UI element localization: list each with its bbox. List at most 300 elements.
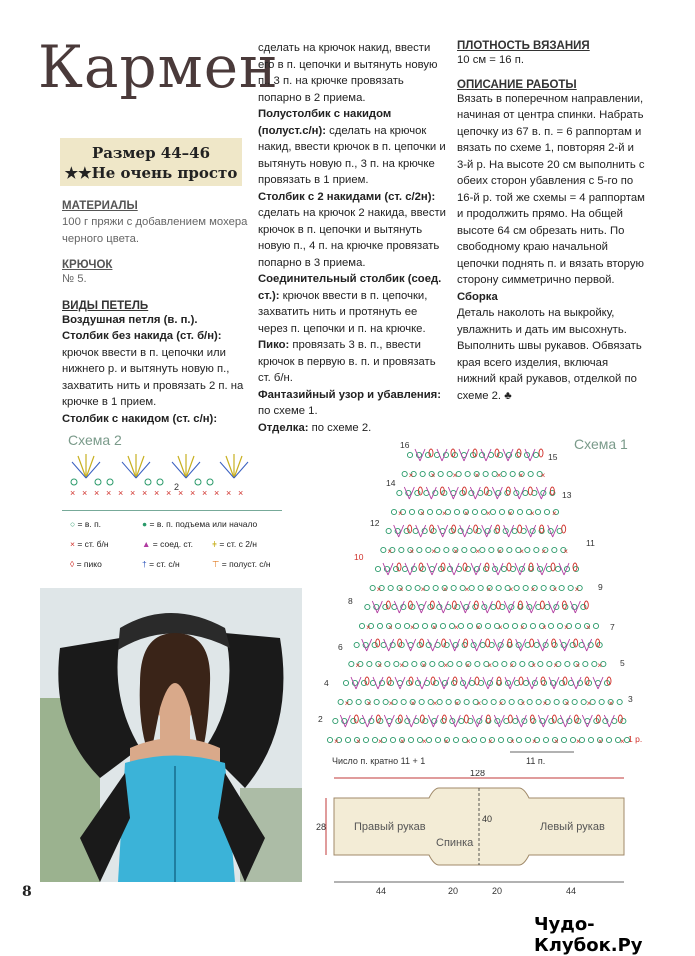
- stitch-item: [258, 387, 446, 420]
- shell-stitch: [405, 563, 415, 575]
- single-crochet: ×: [454, 699, 460, 708]
- svg-text:×: ×: [178, 488, 184, 498]
- chain-stitch: [523, 490, 528, 495]
- stitches-heading: ВИДЫ ПЕТЕЛЬ: [62, 299, 149, 312]
- chain-stitch: [453, 737, 458, 742]
- chain-stitch: [459, 718, 464, 723]
- shell-stitch: [437, 449, 447, 461]
- single-crochet: ×: [464, 509, 469, 518]
- single-crochet: ×: [454, 623, 459, 632]
- repeat-count: 11 п.: [526, 756, 546, 766]
- legend-label: = в. п.: [77, 519, 102, 529]
- legend-symbol: ○: [70, 519, 76, 529]
- chain-stitch: [572, 699, 577, 704]
- chain-stitch: [365, 604, 370, 609]
- chain-stitch: [327, 737, 332, 742]
- assembly-heading: Сборка: [457, 290, 498, 303]
- single-crochet: ×: [452, 471, 458, 480]
- single-crochet: ×: [398, 585, 404, 594]
- chain-stitch: [363, 737, 368, 742]
- chain-stitch: [583, 661, 588, 666]
- single-crochet: ×: [420, 585, 426, 594]
- chain-stitch: [388, 585, 393, 590]
- chain-stitch: [482, 699, 487, 704]
- single-crochet: ×: [598, 737, 603, 746]
- shell-stitch: [504, 601, 514, 613]
- chain-stitch: [419, 699, 424, 704]
- chain-stitch: [528, 471, 533, 476]
- legend-symbol: ◊: [70, 559, 75, 569]
- shell-stitch: [438, 601, 448, 613]
- legend-item: [142, 539, 193, 549]
- chain-stitch: [436, 509, 441, 514]
- legend-item: [70, 519, 101, 529]
- chain-stitch: [503, 623, 508, 628]
- chain-stitch: [433, 585, 438, 590]
- repeat-note: Число п. кратно 11 + 1: [332, 756, 426, 766]
- chain-stitch: [520, 661, 525, 666]
- stitch-term: Столбик с 2 накидами (ст. с/2н):: [258, 190, 436, 203]
- chain-stitch: [454, 509, 459, 514]
- shell-stitch: [406, 715, 416, 727]
- shell-stitch: [426, 487, 436, 499]
- chain-stitch: [356, 699, 361, 704]
- chain-stitch: [446, 699, 451, 704]
- chain-stitch: [565, 661, 570, 666]
- stitch-text-cont: сделать на крючок накид, ввести его в п. цепочки и вытянуть новую п., 3 п. на крючке провязать попарно в 2 приема.: [258, 42, 438, 104]
- schema1-stitch-grid: [327, 449, 629, 746]
- single-crochet: ×: [400, 737, 405, 746]
- stitch-text: сделать на крючок накид, ввести крючок в п. цепочки и вытянуть новую п., 3 п. на крючке провязать в 1 прием.: [258, 124, 446, 186]
- chain-stitch: [448, 661, 453, 666]
- svg-text:×: ×: [118, 488, 124, 498]
- chain-stitch: [438, 471, 443, 476]
- schema2-diagram: [66, 450, 256, 500]
- legend-symbol: ǂ: [212, 539, 217, 549]
- chain-stitch: [509, 699, 514, 704]
- chain-stitch: [536, 699, 541, 704]
- shell-stitch: [505, 677, 515, 689]
- shell-stitch: [472, 715, 482, 727]
- dim-label: 20: [448, 886, 459, 896]
- left-sleeve-label: Правый рукав: [354, 821, 426, 833]
- single-crochet: ×: [410, 699, 416, 708]
- chain-stitch: [559, 585, 564, 590]
- chain-stitch: [480, 642, 485, 647]
- chain-stitch: [548, 623, 553, 628]
- chain-stitch: [512, 623, 517, 628]
- legend-item: [142, 559, 180, 569]
- single-crochet: ×: [444, 737, 449, 746]
- chain-stitch: [381, 547, 386, 552]
- picot-stitch: [508, 715, 512, 723]
- row-label: 5: [620, 658, 625, 668]
- chain-stitch: [513, 718, 518, 723]
- single-crochet: ×: [476, 699, 482, 708]
- single-crochet: ×: [420, 509, 425, 518]
- single-crochet: ×: [334, 737, 339, 746]
- stitch-term: Фантазийный узор и убавления:: [258, 388, 442, 401]
- svg-text:×: ×: [94, 488, 100, 498]
- shell-stitch: [373, 677, 383, 689]
- height-back-label: 40: [482, 814, 493, 824]
- picot-stitch: [528, 487, 532, 495]
- shell-stitch: [459, 449, 469, 461]
- chain-stitch: [502, 661, 507, 666]
- model-photo: [40, 588, 302, 882]
- chain-stitch: [402, 471, 407, 476]
- stitch-item: [62, 411, 248, 428]
- total-width-label: 128: [470, 770, 486, 778]
- shell-stitch: [604, 715, 614, 727]
- row-label: 15: [548, 452, 558, 462]
- chain-stitch: [592, 661, 597, 666]
- single-crochet: ×: [398, 509, 403, 518]
- single-crochet: ×: [532, 737, 537, 746]
- legend-symbol: ●: [142, 519, 148, 529]
- shell-stitch: [384, 715, 394, 727]
- column-3: [457, 40, 645, 404]
- chain-stitch: [588, 737, 593, 742]
- shell-stitch: [438, 525, 448, 537]
- row-label: 10: [354, 552, 364, 562]
- chain-stitch: [514, 585, 519, 590]
- chain-stitch: [333, 718, 338, 723]
- chain-stitch: [406, 585, 411, 590]
- chain-stitch: [507, 547, 512, 552]
- legend-label: = ст. с/н: [149, 559, 180, 569]
- single-crochet: ×: [608, 699, 614, 708]
- legend-symbol: ⊤: [212, 559, 220, 569]
- row-label: 11: [586, 538, 595, 548]
- legend-item: [212, 559, 271, 570]
- shell-stitch: [593, 677, 603, 689]
- chain-stitch: [409, 509, 414, 514]
- single-crochet: ×: [554, 737, 559, 746]
- chain-stitch: [555, 566, 560, 571]
- single-crochet: ×: [620, 737, 625, 746]
- stitch-text: крючок ввести в п. цепочки, захватить нить и протянуть ее через п. цепочки и п. на крючке.: [258, 289, 428, 335]
- chain-stitch: [444, 547, 449, 552]
- chain-stitch: [493, 661, 498, 666]
- chain-stitch: [370, 585, 375, 590]
- chain-stitch: [383, 699, 388, 704]
- chain-stitch: [525, 547, 530, 552]
- shell-stitch: [481, 449, 491, 461]
- svg-text:×: ×: [202, 488, 208, 498]
- watermark: Чудо-Клубок.Ру: [534, 914, 643, 956]
- single-crochet: ×: [453, 547, 459, 556]
- back-label: Спинка: [436, 837, 474, 849]
- shell-stitch: [362, 715, 372, 727]
- single-crochet: ×: [563, 547, 569, 556]
- single-crochet: ×: [530, 585, 536, 594]
- single-crochet: ×: [408, 471, 414, 480]
- chain-stitch: [399, 547, 404, 552]
- single-crochet: ×: [497, 547, 503, 556]
- legend-item: [70, 559, 102, 569]
- stitch-item: [258, 189, 446, 272]
- chain-stitch: [617, 699, 622, 704]
- row-label: 9: [598, 582, 603, 592]
- stitch-term: Отделка:: [258, 421, 309, 434]
- page-number: 8: [22, 884, 32, 900]
- chain-stitch: [464, 699, 469, 704]
- row-label: 3: [628, 694, 633, 704]
- single-crochet: ×: [422, 737, 427, 746]
- chain-stitch: [575, 623, 580, 628]
- single-crochet: ×: [356, 737, 361, 746]
- stitch-item: [62, 312, 248, 329]
- legend-label: = в. п. подъема или начало: [149, 519, 258, 529]
- size-box: [60, 138, 242, 186]
- chain-stitch: [401, 699, 406, 704]
- chain-stitch: [544, 509, 549, 514]
- stitch-term: Соединительный столбик (соед. ст.):: [258, 273, 442, 302]
- chain-stitch: [390, 737, 395, 742]
- shell-stitch: [416, 601, 426, 613]
- shell-stitch: [560, 715, 570, 727]
- chain-stitch: [397, 490, 402, 495]
- chain-stitch: [415, 585, 420, 590]
- single-crochet: ×: [518, 471, 524, 480]
- chain-stitch: [534, 547, 539, 552]
- chain-stitch: [338, 699, 343, 704]
- single-crochet: ×: [432, 623, 437, 632]
- single-crochet: ×: [531, 661, 537, 670]
- svg-text:×: ×: [142, 488, 148, 498]
- chain-stitch: [422, 623, 427, 628]
- chain-stitch: [538, 661, 543, 666]
- hook-heading: КРЮЧОК: [62, 259, 113, 271]
- legend-symbol: ×: [70, 539, 75, 549]
- chain-stitch: [394, 661, 399, 666]
- single-crochet: ×: [486, 585, 492, 594]
- picot-stitch: [518, 525, 522, 533]
- single-crochet: ×: [586, 623, 591, 632]
- row-label: 14: [386, 478, 396, 488]
- picot-stitch: [539, 449, 543, 457]
- row-label: 8: [348, 596, 353, 606]
- single-crochet: ×: [430, 471, 436, 480]
- single-crochet: ×: [421, 661, 427, 670]
- chain-stitch: [471, 737, 476, 742]
- chain-stitch: [440, 623, 445, 628]
- row-label: 1 р.: [628, 734, 642, 744]
- picot-stitch: [551, 563, 555, 571]
- single-crochet: ×: [498, 623, 503, 632]
- single-crochet: ×: [376, 585, 382, 594]
- shell-stitch: [494, 715, 504, 727]
- schema2-fans: [70, 454, 248, 498]
- chain-stitch: [490, 509, 495, 514]
- schema1-title: Схема 1: [574, 436, 628, 452]
- single-crochet: ×: [586, 699, 592, 708]
- dim-label: 44: [566, 886, 577, 896]
- chain-stitch: [527, 699, 532, 704]
- chain-stitch: [467, 623, 472, 628]
- single-crochet: ×: [496, 471, 502, 480]
- single-crochet: ×: [399, 661, 405, 670]
- chain-stitch: [430, 661, 435, 666]
- chain-stitch: [485, 623, 490, 628]
- single-crochet: ×: [366, 623, 371, 632]
- row-label: 7: [610, 622, 615, 632]
- single-crochet: ×: [487, 661, 493, 670]
- single-crochet: ×: [442, 509, 447, 518]
- chain-stitch: [525, 737, 530, 742]
- chain-stitch: [530, 623, 535, 628]
- stitch-term: Столбик без накида (ст. б/н):: [62, 330, 222, 342]
- chain-stitch: [435, 737, 440, 742]
- chain-stitch: [491, 604, 496, 609]
- chain-stitch: [462, 547, 467, 552]
- chain-stitch: [465, 471, 470, 476]
- chain-stitch: [426, 547, 431, 552]
- picot-stitch: [464, 715, 468, 723]
- chain-stitch: [447, 471, 452, 476]
- single-crochet: ×: [564, 699, 570, 708]
- single-crochet: ×: [410, 623, 415, 632]
- shell-stitch: [394, 601, 404, 613]
- single-crochet: ×: [530, 509, 535, 518]
- single-crochet: ×: [486, 509, 491, 518]
- single-crochet: ×: [597, 661, 603, 670]
- work-heading: ОПИСАНИЕ РАБОТЫ: [457, 78, 577, 91]
- chain-stitch: [343, 680, 348, 685]
- single-crochet: ×: [552, 509, 557, 518]
- svg-text:×: ×: [238, 488, 244, 498]
- chain-stitch: [491, 699, 496, 704]
- chain-stitch: [480, 547, 485, 552]
- chain-stitch: [606, 737, 611, 742]
- row-label: 4: [324, 678, 329, 688]
- chain-stitch: [501, 566, 506, 571]
- gauge-text: 10 см = 16 п.: [457, 54, 524, 66]
- shell-stitch: [417, 677, 427, 689]
- shell-stitch: [460, 525, 470, 537]
- chain-stitch: [412, 661, 417, 666]
- chain-stitch: [570, 737, 575, 742]
- svg-text:×: ×: [166, 488, 172, 498]
- chain-stitch: [545, 604, 550, 609]
- column-2: [258, 40, 446, 436]
- stitch-text: сделать на крючок 2 накида, ввести крючок в п. цепочки и вытянуть новую п., 4 п. на крючке провязать попарно в 3 приема.: [258, 207, 446, 269]
- chain-stitch: [581, 699, 586, 704]
- stitch-term: Столбик с накидом (ст. с/н):: [62, 412, 218, 425]
- chain-stitch: [516, 737, 521, 742]
- shell-stitch: [494, 639, 504, 651]
- chain-stitch: [437, 699, 442, 704]
- shell-stitch: [515, 563, 525, 575]
- chain-stitch: [374, 699, 379, 704]
- chain-stitch: [510, 471, 515, 476]
- single-crochet: ×: [443, 661, 449, 670]
- single-crochet: ×: [552, 585, 558, 594]
- shell-stitch: [395, 677, 405, 689]
- shell-stitch: [470, 487, 480, 499]
- shell-stitch: [384, 639, 394, 651]
- chain-stitch: [395, 623, 400, 628]
- stitch-item: [258, 337, 446, 387]
- single-crochet: ×: [355, 661, 361, 670]
- model-illustration: [40, 588, 302, 882]
- legend-item: [212, 539, 257, 549]
- chain-stitch: [489, 547, 494, 552]
- chain-stitch: [561, 737, 566, 742]
- picot-stitch: [486, 639, 490, 647]
- single-crochet: ×: [540, 471, 546, 480]
- single-crochet: ×: [508, 509, 513, 518]
- column-1: [62, 200, 248, 427]
- stitch-item: [258, 106, 446, 189]
- chain-stitch: [417, 547, 422, 552]
- svg-text:×: ×: [226, 488, 232, 498]
- single-crochet: ×: [388, 623, 393, 632]
- chain-stitch: [377, 623, 382, 628]
- gauge-heading: ПЛОТНОСТЬ ВЯЗАНИЯ: [457, 40, 590, 52]
- single-crochet: ×: [520, 623, 525, 632]
- stitch-item: [62, 328, 248, 411]
- legend-symbol: ▲: [142, 539, 151, 549]
- single-crochet: ×: [464, 585, 470, 594]
- single-crochet: ×: [387, 547, 393, 556]
- shell-stitch: [428, 639, 438, 651]
- chain-stitch: [480, 737, 485, 742]
- single-crochet: ×: [519, 547, 525, 556]
- picot-stitch: [530, 639, 534, 647]
- size-label: Размер 44–46: [91, 144, 211, 162]
- svg-text:×: ×: [130, 488, 136, 498]
- single-crochet: ×: [431, 547, 437, 556]
- single-crochet: ×: [541, 547, 547, 556]
- row-label: 16: [400, 440, 410, 450]
- legend-label: = ст. б/н: [77, 539, 109, 549]
- row-label: 13: [562, 490, 572, 500]
- chain-stitch: [554, 699, 559, 704]
- legend-label: = пико: [76, 559, 102, 569]
- single-crochet: ×: [378, 737, 383, 746]
- legend-label: = соед. ст.: [152, 539, 193, 549]
- chain-stitch: [372, 737, 377, 742]
- single-crochet: ×: [488, 737, 493, 746]
- single-crochet: ×: [576, 737, 581, 746]
- chain-stitch: [354, 642, 359, 647]
- stitch-term: Пико:: [258, 339, 290, 351]
- materials-text: 100 г пряжи с добавлением мохера черного цвета.: [62, 216, 248, 245]
- svg-text:×: ×: [190, 488, 196, 498]
- chain-stitch: [457, 661, 462, 666]
- single-crochet: ×: [509, 661, 515, 670]
- schema2-row-marker: 2: [174, 482, 180, 492]
- chain-stitch: [426, 737, 431, 742]
- row-label: 2: [318, 714, 323, 724]
- shell-stitch: [516, 639, 526, 651]
- shell-stitch: [537, 563, 547, 575]
- chain-stitch: [469, 585, 474, 590]
- single-crochet: ×: [498, 699, 504, 708]
- legend-label: = полуст. с/н: [221, 559, 271, 569]
- chain-stitch: [483, 471, 488, 476]
- chain-stitch: [385, 661, 390, 666]
- stitch-term: Воздушная петля (в. п.).: [62, 313, 198, 326]
- stitch-term: Полустолбик с накидом (полуст.с/н):: [258, 108, 392, 137]
- shell-stitch: [448, 487, 458, 499]
- stitch-text: провязать 3 в. п., ввести крючок в первую в. п. и провязать ст. б/н.: [258, 339, 436, 384]
- chain-stitch: [407, 452, 412, 457]
- single-crochet: ×: [574, 585, 580, 594]
- chain-stitch: [478, 585, 483, 590]
